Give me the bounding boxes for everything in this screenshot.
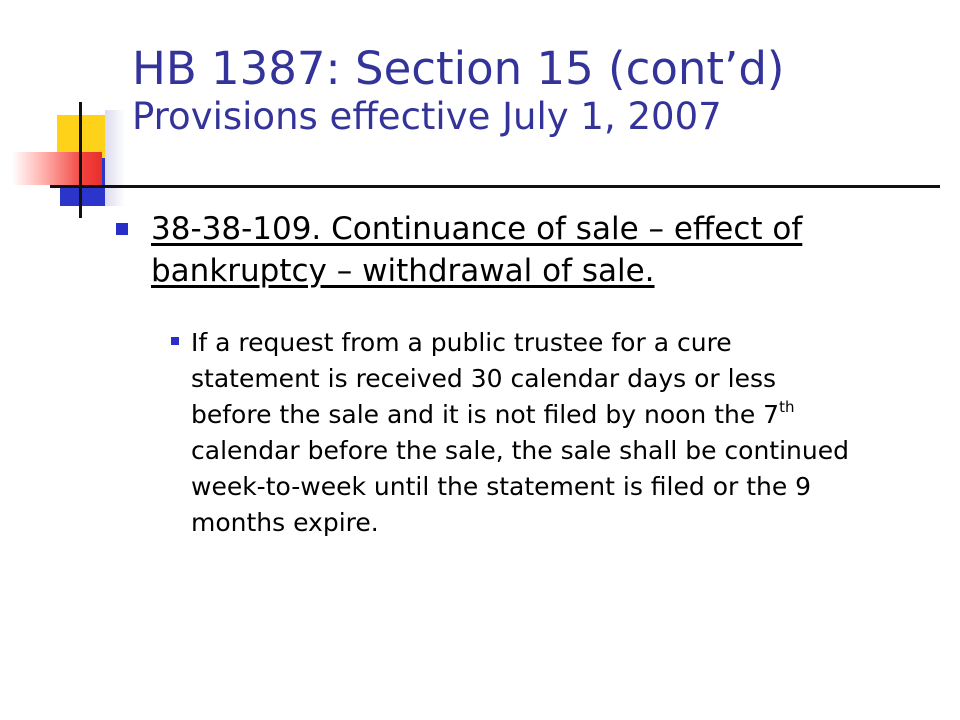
sub-bullet-text	[191, 325, 861, 541]
slide-title	[132, 44, 942, 138]
ornament-fade	[105, 110, 125, 206]
sub-bullet-text-part2: calendar before the sale, the sale shall be continued week-to-week until the statement is filed or the 9 months expire.	[191, 436, 849, 537]
title-line-1: HB 1387: Section 15 (cont’d)	[132, 42, 785, 95]
sub-bullet-text-part1: If a request from a public trustee for a cure statement is received 30 calendar days or less before the sale and it is not filed by noon the 7	[191, 328, 780, 429]
ornament-red-bar	[12, 152, 102, 185]
statute-heading: 38-38-109. Continuance of sale – effect of bankruptcy – withdrawal of sale.	[151, 211, 803, 289]
ordinal-superscript: th	[779, 398, 795, 416]
title-divider-line	[50, 185, 940, 188]
sub-bullet-square-icon	[171, 337, 179, 345]
title-line-2: Provisions effective July 1, 2007	[132, 95, 722, 139]
bullet-level-2	[171, 325, 861, 541]
ornament-vertical-line	[79, 102, 82, 218]
bullet-level-1	[116, 208, 916, 292]
bullet-square-icon	[116, 223, 128, 235]
